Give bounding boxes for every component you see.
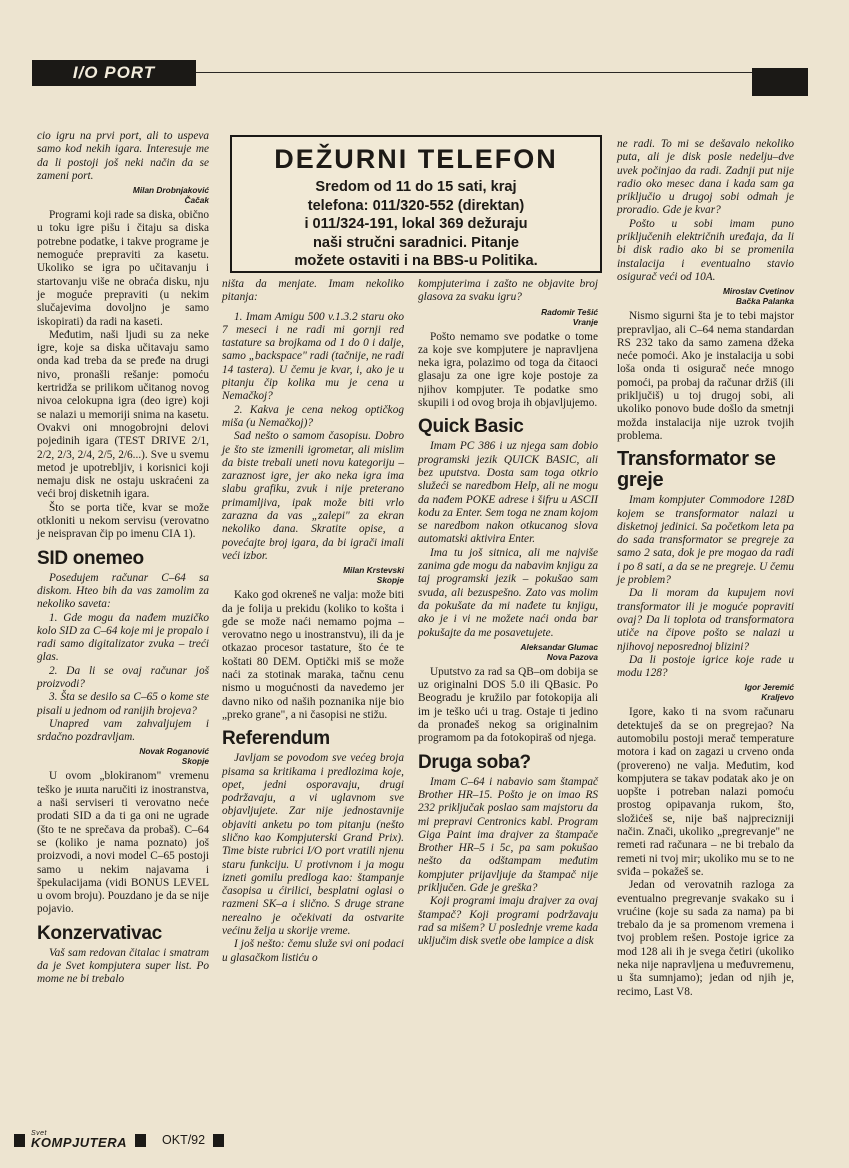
footer-square-icon: [213, 1134, 224, 1147]
footer-square-icon: [135, 1134, 146, 1147]
letter-signature: [617, 286, 794, 306]
column-3: [418, 278, 598, 948]
letter-text: cio igru na prvi port, ali to uspeva samo kod nekih igara. Interesuje me da li postoji još neki način da se zameni port.: [37, 130, 209, 182]
column-1: [37, 130, 209, 987]
answer-text: Nismo sigurni šta je to tebi majstor prepravljao, ali C–64 nema standardan RS 232 tako da samo zamena džeka neće pomoći. Ako je instalacija u sobi loša onda ti osigurač neće mnogo pomoći, pa probaj da računar držiš (ili priključiš) u toj drugoj sobi, ali ukoliko ponovo bude došlo da smetnji možda instalacija nije uzrok tvojih problema.: [617, 310, 794, 442]
letter-text: 2. Da li se ovaj računar još proizvodi?: [37, 664, 209, 690]
article-heading: Konzervativac: [37, 922, 162, 944]
duty-phone-line: telefona: 011/320-552 (direktan): [307, 197, 525, 214]
duty-phone-title: DEŽURNI TELEFON: [274, 144, 558, 174]
signature-name: Aleksandar Glumac: [520, 641, 598, 652]
letter-signature: [37, 746, 209, 766]
letter-text: Sad nešto o samom časopisu. Dobro je što ste izmenili igrometar, ali mislim da biste trebali uneti novu kategoriju – zaraznost igre, jer ako neka igra ima slabu grafiku, zvuk i nije preterano primamljiva, ipak može biti vrlo zarazna da vas „zalepi" za ekran nekoliko dana. Skratite opise, a povećajte broj igara, da bi igrači imali veći izbor.: [222, 430, 404, 562]
signature-city: Skopje: [181, 756, 209, 767]
page-footer: [14, 1130, 224, 1150]
letter-signature: [418, 307, 598, 327]
letter-text: Imam PC 386 i uz njega sam dobio programski jezik QUICK BASIC, ali bez uputstva. Dosta sam toga otkrio služeći se naredbom Help, ali ne mogu da nađem POKE adrese i šifru u ASCII kodu za Enter. Sem toga ne znam kojom se naredbom nakon otkucanog slova automatski aktivira Enter.: [418, 440, 598, 546]
letter-text: 1. Gde mogu da nađem muzičko kolo SID za C–64 koje mi je propalo i radi samo digitalizator zvuka – treći glas.: [37, 611, 209, 664]
answer-text: Međutim, naši ljudi su za neke igre, koje sa diska učitavaju samo onda kad treba da se pređe na drugi nivo, pronašli rešanje: pomoću kertridža se prilikom učitanog novog nivoa celokupna igra (deo igre) koji se nalazi u memoriji snima na kasetu. Ovakvi oni mnogobrojni delovi pojedinih igara (TEST DRIVE 2/1, 2/2, 2/3, 2/4, 2/5, 2/6...). Sve u svemu metod je upotrebljiv, i korisnici koji nemaju disk ne ostaju uskraćeni za veći broj disketnih igara.: [37, 328, 209, 501]
letter-signature: [617, 682, 794, 702]
footer-square-icon: [14, 1134, 25, 1147]
column-2: [222, 278, 404, 965]
signature-name: Milan Drobnjaković: [132, 185, 209, 196]
section-label: I/O PORT: [32, 60, 196, 86]
article-heading: Referendum: [222, 728, 330, 750]
signature-city: Čačak: [184, 195, 209, 206]
letter-text: ništa da menjate. Imam nekoliko pitanja:: [222, 278, 404, 304]
duty-phone-text: [240, 178, 592, 271]
duty-phone-line: možete ostaviti i na BBS-u Politika.: [294, 253, 538, 269]
signature-name: Igor Jeremić: [744, 682, 794, 693]
header-rule: [196, 72, 752, 73]
letter-text: Imam C–64 i nabavio sam štampač Brother HR–15. Pošto je on imao RS 232 priključak poslao sam majstoru da mi prepravi Centronics kabl. Program Giga Paint ima drajver za štampače Brother HR–5 i 5c, pa sam pokušao nešto da odštampam međutim kompjuter prijavljuje da štampač nije priključen. Gde je greška?: [418, 775, 598, 894]
answer-text: Pošto nemamo sve podatke o tome za koje sve kompjutere je napravljena neka igra, polazimo od toga da čitaoci glasaju za one igre koje postoje za njihov kompjuter. Te podatke smo skupili i od ovog broja ih objavljujemo.: [418, 330, 598, 410]
signature-name: Milan Krstevski: [343, 565, 404, 576]
signature-city: Bačka Palanka: [735, 296, 794, 307]
duty-phone-line: i 011/324-191, lokal 369 dežuraju: [304, 216, 528, 232]
logo-small-text: Svet: [31, 1130, 48, 1137]
answer-text: Jedan od verovatnih razloga za eventualno pregrevanje svakako su i vrućine (koje su sada za nama) pa bi trebalo da je sa promenom vremena i tvoj problem rešen. Postoje igrice za mod 128 ali ih je svega četiri (ukoliko neka nije napravljena u međuvremenu, u šta sumnjamo); jedan od njih je, recimo, Last V8.: [617, 879, 794, 998]
issue-date: OKT/92: [162, 1133, 206, 1147]
letter-text: Posedujem računar C–64 sa diskom. Hteo bih da vas zamolim za nekoliko saveta:: [37, 571, 209, 611]
letter-text: 3. Šta se desilo sa C–65 o kome ste pisali u jednom od ranijih brojeva?: [37, 691, 209, 717]
answer-text: Što se porta tiče, kvar se može otkloniti u nekom servisu (verovatno je neispravan čip po imenu CIA 1).: [37, 501, 209, 541]
letter-text: Ima tu još sitnica, ali me najviše zanima gde mogu da nabavim knjigu za taj programski jezik – pokušao sam svuda, ali bezuspešno. Zato vas molim da pokušate da mi nađete tu knjigu, ako je i vi ne možete naći onda bar pokušajte da me posavetujete.: [418, 546, 598, 639]
header-corner-block: [752, 68, 808, 96]
column-4: [617, 138, 794, 999]
letter-text: 2. Kakva je cena nekog optičkog miša (u Nemačkoj)?: [222, 403, 404, 429]
answer-text: Igore, kako ti na svom računaru detektuješ da se on pregrejao? Na automobilu postoji merač temperature motora i kad on zagazi u crveno onda (provereno) ne valja. Međutim, kod kompjutera se takav podatak ako je on uopšte i potreban nalazi pomoću prostog opipavanja rukom, što, složićeš se, nije baš najprecizniji način. Znači, ukoliko „pregrevanje" ne remeti rad računara – ne bi trebalo da remeti ni tvoj mir; ukoliko mu se to ne sviđa – pokažeš se.: [617, 706, 794, 878]
letter-text: 1. Imam Amigu 500 v.1.3.2 staru oko 7 meseci i ne radi mi gornji red tastature sa brojkama od 1 do 0 i dalje, samo „backspace" radi (tačnije, ne radi 14 tastera). U čemu je kvar, i, ako je u pitanju čip kolika mu je cena u Nemačkoj?: [222, 310, 404, 403]
signature-city: Nova Pazova: [546, 651, 598, 662]
letter-text: ne radi. To mi se dešavalo nekoliko puta, ali je disk posle nedelju–dve uvek počinjao da radi. Zadnji put nije radio oko mesec dana i kada sam ga priključio u drugoj sobi odmah je proradio. Gde je kvar?: [617, 138, 794, 217]
letter-text: I još nešto: čemu služe svi oni podaci u glasačkom listiću o: [222, 938, 404, 964]
signature-name: Miroslav Cvetinov: [722, 286, 794, 297]
duty-phone-box: [230, 135, 602, 273]
letter-text: Pošto u sobi imam puno priključenih električnih uređaja, da li bi disk radio ako bi se promenila instalacija i eventualno stavio osigurač veći od 10A.: [617, 217, 794, 283]
letter-text: Imam kompjuter Commodore 128D kojem se transformator nalazi u disketnoj jedinici. Sa početkom leta pa do sada transformator se pregreje za samo 2 sata, dok je pre mogao da radi i po 8 sati, a da se ne pregreje. U čemu je problem?: [617, 494, 794, 587]
duty-phone-line: Sredom od 11 do 15 sati, kraj: [315, 179, 517, 195]
answer-text: Uputstvo za rad sa QB–om dobija se uz originalni DOS 5.0 ili QBasic. Po Beogradu je kružilo par fotokopija ali im je teško ući u trag. Ostaje ti jedino da pronađeš nekog sa originalnim programom pa da fotokopiraš od njega.: [418, 665, 598, 745]
duty-phone-line: naši stručni saradnici. Pitanje: [312, 234, 519, 251]
article-heading: Transformator se greje: [617, 448, 776, 492]
article-heading: Quick Basic: [418, 416, 524, 438]
logo-text: KOMPJUTERA: [31, 1135, 128, 1150]
answer-text: Programi koji rade sa diska, obično u toku igre pišu i čitaju sa diska potrebne podatke, i takve programe je nemoguće prepraviti za kasetu. Ukoliko se igra po učitavanju i startovanju više ne obraća disku, nju je moguće prepraviti (u nekim slučajevima dovoljno je samo iskopirati) da radi na kaseti.: [37, 209, 210, 328]
letter-text: Da li postoje igrice koje rade u modu 128?: [617, 653, 794, 680]
signature-city: Vranje: [572, 316, 598, 327]
letter-text: Javljam se povodom sve većeg broja pisama sa kritikama i predlozima koje, opet, jedni osporavaju, drugi podržavaju, a vi uglavnom sve objavljujete. Zar nije jednostavnije objaviti anketu po tom pitanju (nešto slično kao Kompjuterski Grand Prix). Time biste rubrici I/O port vratili njenu staru funkciju. U protivnom i ja mogu izneti gomilu predloga kao: štampanje časopisa u ćirilici, besplatni oglasi o razmeni SK–a i slično. S druge strane nerealno je očekivati da ostvarite većinu želja u skorije vreme.: [222, 752, 404, 938]
signature-city: Skopje: [376, 575, 404, 586]
letter-text: Vaš sam redovan čitalac i smatram da je Svet kompjutera super list. Po mome ne bi trebalo: [37, 946, 209, 986]
letter-text: kompjuterima i zašto ne objavite broj glasova za svaku igru?: [418, 278, 598, 304]
signature-name: Radomir Tešić: [541, 306, 598, 317]
article-heading: SID onemeo: [37, 547, 144, 569]
answer-text: U ovom „blokiranom" vremenu teško je ишta naručiti iz inostranstva, a naši serviseri ti verovatno neće prodati SID a da ti ga oni ne ugrade (što te ne sprečava da probaš). C–64 se (koliko je nama poznato) još proizvodi, a novi model C–65 postoji samo u nekim najavama i špekulacijama (vidi BONUS LEVEL u ovom broju). Pouzdano je da se nije pojavio.: [37, 770, 209, 916]
letter-signature: [222, 565, 404, 585]
signature-name: Novak Roganović: [139, 746, 209, 757]
magazine-logo: [31, 1130, 127, 1150]
letter-signature: [37, 185, 209, 205]
letter-signature: [418, 642, 598, 662]
article-heading: Druga soba?: [418, 751, 531, 773]
signature-city: Kraljevo: [761, 692, 794, 703]
answer-text: Kako god okreneš ne valja: može biti da je folija u prekidu (koliko to košta i gde se može naći nemamo pojma – verovatno nego u inostranstvu), ili da je otkazao procesor tastature, što će te koštati 80 DEM. Optički miš se može naći za stotinak maraka, tačnu cenu nismo u mogućnosti da navedemo jer davno niko od naših poznanika nije bio „preko grane", a ni časopisi ne stižu.: [222, 589, 404, 721]
letter-text: Unapred vam zahvaljujem i srdačno pozdravljam.: [37, 717, 209, 744]
letter-text: Da li moram da kupujem novi transformator ili je moguće popraviti ovaj? Da li toplota od transformatora utiče na čipove pošto se nalazi u njihovoj neposrednoj blizini?: [617, 587, 794, 653]
letter-text: Koji programi imaju drajver za ovaj štampač? Koji programi podržavaju rad sa mišem? U poslednje vreme kada uključim disk svetle obe lampice a disk: [418, 895, 598, 948]
